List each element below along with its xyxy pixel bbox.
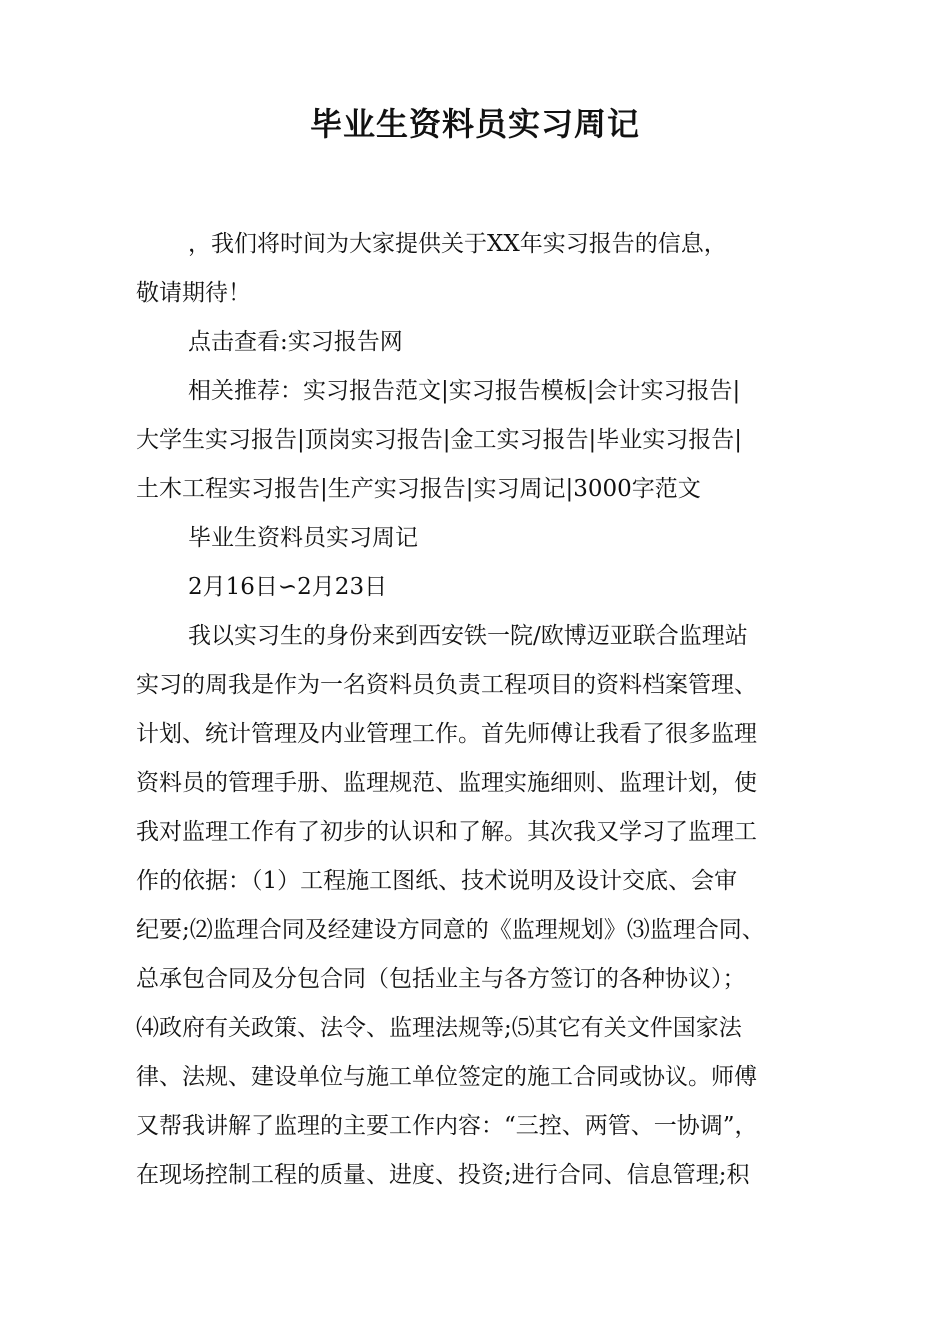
paragraph-line: 作的依据：（1）工程施工图纸、技术说明及设计交底、会审 <box>136 868 738 894</box>
paragraph-line: ，我们将时间为大家提供关于XX年实习报告的信息， <box>188 231 727 257</box>
paragraph-line: 土木工程实习报告|生产实习报告|实习周记|3000字范文 <box>136 476 701 502</box>
document-title: 毕业生资料员实习周记 <box>309 105 640 143</box>
paragraph-line: 又帮我讲解了监理的主要工作内容：“三控、两管、一协调”， <box>136 1113 758 1139</box>
paragraph-line: 计划、统计管理及内业管理工作。首先师傅让我看了很多监理 <box>136 721 757 747</box>
paragraph-line: 我以实习生的身份来到西安铁一院/欧博迈亚联合监理站 <box>188 623 748 649</box>
paragraph-line: 律、法规、建设单位与施工单位签定的施工合同或协议。师傅 <box>136 1064 757 1090</box>
paragraph-line: 实习的周我是作为一名资料员负责工程项目的资料档案管理、 <box>136 672 757 698</box>
paragraph-line: 2月16日∽2月23日 <box>188 574 388 600</box>
paragraph-line: ⑷政府有关政策、法令、监理法规等;⑸其它有关文件国家法 <box>136 1015 742 1041</box>
document-body <box>136 220 836 1200</box>
paragraph-line: 在现场控制工程的质量、进度、投资;进行合同、信息管理;积 <box>136 1162 750 1188</box>
paragraph-line: 纪要;⑵监理合同及经建设方同意的《监理规划》⑶监理合同、 <box>136 917 765 943</box>
paragraph-line: 总承包合同及分包合同（包括业主与各方签订的各种协议）； <box>136 966 746 992</box>
paragraph-line: 我对监理工作有了初步的认识和了解。其次我又学习了监理工 <box>136 819 757 845</box>
paragraph-line: 点击查看:实习报告网 <box>188 329 403 355</box>
paragraph-line: 毕业生资料员实习周记 <box>188 525 418 551</box>
paragraph-line: 敬请期待！ <box>136 280 251 306</box>
paragraph-line: 相关推荐：实习报告范文|实习报告模板|会计实习报告| <box>188 378 741 404</box>
paragraph-line: 大学生实习报告|顶岗实习报告|金工实习报告|毕业实习报告| <box>136 427 742 453</box>
paragraph-line: 资料员的管理手册、监理规范、监理实施细则、监理计划，使 <box>136 770 757 796</box>
